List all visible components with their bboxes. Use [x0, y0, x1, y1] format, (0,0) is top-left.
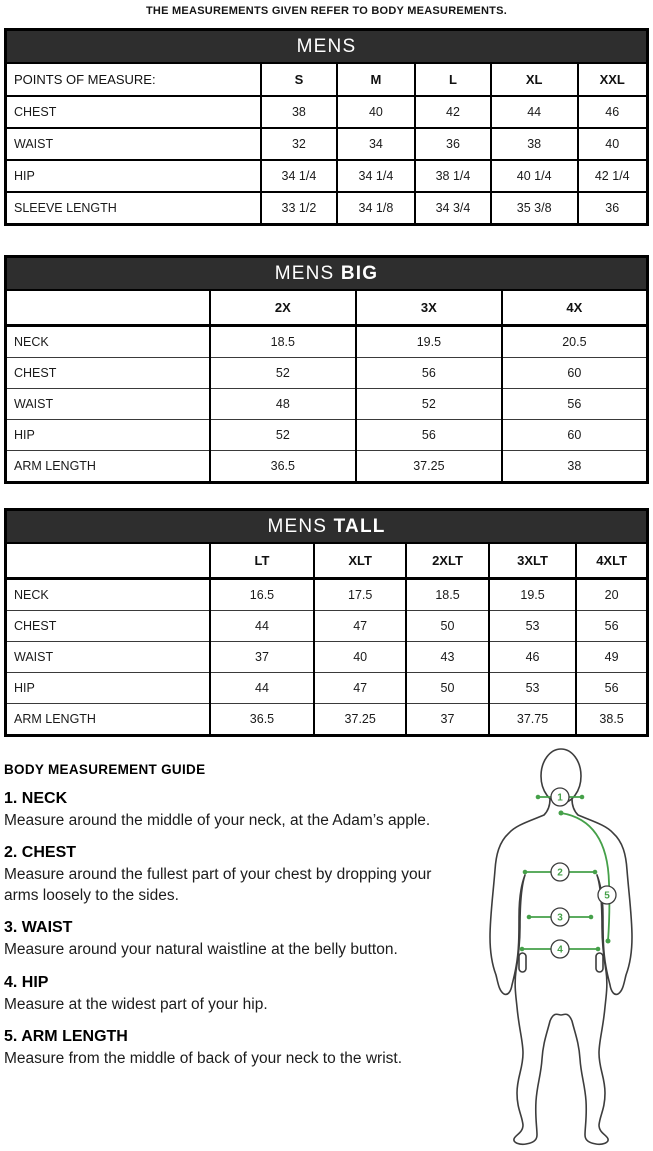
- measure-value: 49: [576, 642, 647, 673]
- measure-value: 35 3/8: [491, 192, 578, 225]
- measure-row-label: ARM LENGTH: [6, 451, 210, 483]
- measure-value: 34 1/4: [337, 160, 415, 192]
- measure-value: 60: [502, 420, 648, 451]
- size-column-header: 2X: [210, 290, 356, 326]
- guide-item-title: 4. HIP: [4, 973, 49, 991]
- points-of-measure-header: [6, 290, 210, 326]
- measure-value: 34: [337, 128, 415, 160]
- measure-value: 50: [406, 673, 489, 704]
- marker-label-neck: 1: [557, 792, 563, 804]
- right-hand-slit: [596, 953, 603, 972]
- measure-value: 44: [210, 673, 315, 704]
- guide-items: [4, 790, 470, 1070]
- size-column-header: M: [337, 63, 415, 96]
- marker-label-waist: 3: [557, 912, 563, 924]
- measure-value: 36: [415, 128, 491, 160]
- measure-value: 37: [210, 642, 315, 673]
- measure-row-label: WAIST: [6, 389, 210, 420]
- size-column-header: L: [415, 63, 491, 96]
- measure-value: 40: [314, 642, 406, 673]
- size-column-header: XLT: [314, 543, 406, 579]
- table-row: [6, 673, 648, 704]
- marker-label-arm-length: 5: [604, 890, 610, 902]
- guide-heading: BODY MEASUREMENT GUIDE: [4, 762, 206, 777]
- measure-value: 34 1/4: [261, 160, 337, 192]
- measure-value: 47: [314, 611, 406, 642]
- measure-value: 60: [502, 358, 648, 389]
- table-row: [6, 389, 648, 420]
- measure-row-label: NECK: [6, 326, 210, 358]
- measure-row-label: WAIST: [6, 128, 262, 160]
- measure-row-label: CHEST: [6, 96, 262, 128]
- guide-item-text: Measure around your natural waistline at the belly button.: [4, 941, 398, 959]
- measure-value: 37.25: [314, 704, 406, 736]
- guide-item-title: 3. WAIST: [4, 919, 73, 937]
- guide-item: [4, 974, 470, 1015]
- measure-value: 19.5: [356, 326, 502, 358]
- table-row: [6, 128, 648, 160]
- measure-value: 33 1/2: [261, 192, 337, 225]
- guide-item-text: Measure around the middle of your neck, at the Adam’s apple.: [4, 812, 431, 829]
- measure-value: 56: [576, 673, 647, 704]
- measure-value: 20.5: [502, 326, 648, 358]
- measure-value: 40: [337, 96, 415, 128]
- measure-row-label: NECK: [6, 579, 210, 611]
- measure-value: 46: [489, 642, 576, 673]
- points-of-measure-header: [6, 543, 210, 579]
- table-title-mens-tall: MENS TALL: [6, 510, 648, 544]
- size-table-mens-tall: [4, 508, 649, 737]
- measure-value: 52: [210, 358, 356, 389]
- marker-label-chest: 2: [557, 867, 563, 879]
- measure-value: 16.5: [210, 579, 315, 611]
- measure-value: 20: [576, 579, 647, 611]
- measure-value: 56: [356, 358, 502, 389]
- body-measurements-note: THE MEASUREMENTS GIVEN REFER TO BODY MEASUREMENTS.: [145, 5, 508, 17]
- guide-item-title: 1. NECK: [4, 790, 68, 807]
- measure-value: 56: [502, 389, 648, 420]
- measure-row-label: ARM LENGTH: [6, 704, 210, 736]
- table-row: [6, 326, 648, 358]
- measure-value: 37.75: [489, 704, 576, 736]
- torso-outline: [490, 799, 632, 1144]
- measure-value: 44: [210, 611, 315, 642]
- body-figure: [470, 762, 653, 1151]
- guide-text-column: [4, 762, 470, 1151]
- size-column-header: S: [261, 63, 337, 96]
- measure-value: 53: [489, 611, 576, 642]
- table-title-mens-big: MENS BIG: [6, 257, 648, 291]
- measure-value: 38 1/4: [415, 160, 491, 192]
- measure-value: 48: [210, 389, 356, 420]
- guide-item-text: Measure around the fullest part of your chest by dropping your arms loosely to the sides.: [4, 866, 432, 904]
- measure-value: 32: [261, 128, 337, 160]
- guide-item-text: Measure from the middle of back of your neck to the wrist.: [4, 1050, 403, 1068]
- measure-value: 38: [261, 96, 337, 128]
- size-column-header: LT: [210, 543, 315, 579]
- measure-value: 38.5: [576, 704, 647, 736]
- measure-value: 50: [406, 611, 489, 642]
- measure-value: 19.5: [489, 579, 576, 611]
- measure-value: 36.5: [210, 451, 356, 483]
- measure-value: 52: [356, 389, 502, 420]
- measure-value: 43: [406, 642, 489, 673]
- size-column-header: 2XLT: [406, 543, 489, 579]
- measure-value: 46: [578, 96, 648, 128]
- measure-value: 38: [491, 128, 578, 160]
- measure-value: 36.5: [210, 704, 315, 736]
- measure-value: 34 3/4: [415, 192, 491, 225]
- table-row: [6, 358, 648, 389]
- measure-value: 34 1/8: [337, 192, 415, 225]
- measure-value: 18.5: [210, 326, 356, 358]
- table-row: [6, 160, 648, 192]
- table-row: [6, 579, 648, 611]
- table-row: [6, 642, 648, 673]
- body-measurement-guide: [0, 762, 653, 1151]
- points-of-measure-header: POINTS OF MEASURE:: [6, 63, 262, 96]
- table-row: [6, 611, 648, 642]
- measure-value: 42 1/4: [578, 160, 648, 192]
- measure-value: 40: [578, 128, 648, 160]
- measure-value: 56: [576, 611, 647, 642]
- measure-row-label: HIP: [6, 160, 262, 192]
- measure-row-label: CHEST: [6, 611, 210, 642]
- measure-value: 53: [489, 673, 576, 704]
- measure-value: 37.25: [356, 451, 502, 483]
- guide-item: [4, 919, 470, 960]
- measure-value: 38: [502, 451, 648, 483]
- left-hand-slit: [519, 953, 526, 972]
- body-figure-svg: [470, 745, 653, 1151]
- size-tables: [0, 28, 653, 737]
- measure-value: 40 1/4: [491, 160, 578, 192]
- measure-value: 17.5: [314, 579, 406, 611]
- measure-value: 36: [578, 192, 648, 225]
- size-table-mens: [4, 28, 649, 226]
- guide-item-text: Measure at the widest part of your hip.: [4, 995, 268, 1013]
- measure-value: 56: [356, 420, 502, 451]
- size-column-header: 3XLT: [489, 543, 576, 579]
- table-title-mens: MENS: [6, 30, 648, 64]
- measure-value: 18.5: [406, 579, 489, 611]
- size-table-mens-big: [4, 255, 649, 484]
- measure-row-label: HIP: [6, 420, 210, 451]
- guide-item: [4, 790, 470, 831]
- table-row: [6, 192, 648, 225]
- measure-value: 47: [314, 673, 406, 704]
- measure-value: 44: [491, 96, 578, 128]
- measure-row-label: HIP: [6, 673, 210, 704]
- size-column-header: XXL: [578, 63, 648, 96]
- guide-item-title: 5. ARM LENGTH: [4, 1028, 128, 1046]
- size-column-header: 4XLT: [576, 543, 647, 579]
- size-column-header: XL: [491, 63, 578, 96]
- measure-value: 37: [406, 704, 489, 736]
- table-row: [6, 96, 648, 128]
- guide-item: [4, 1028, 470, 1069]
- measure-row-label: WAIST: [6, 642, 210, 673]
- measure-value: 52: [210, 420, 356, 451]
- table-row: [6, 704, 648, 736]
- measure-row-label: SLEEVE LENGTH: [6, 192, 262, 225]
- size-column-header: 3X: [356, 290, 502, 326]
- table-row: [6, 451, 648, 483]
- measure-row-label: CHEST: [6, 358, 210, 389]
- size-column-header: 4X: [502, 290, 648, 326]
- guide-item-title: 2. CHEST: [4, 844, 77, 862]
- marker-label-hip: 4: [557, 944, 563, 956]
- guide-item: [4, 844, 470, 906]
- table-row: [6, 420, 648, 451]
- measure-value: 42: [415, 96, 491, 128]
